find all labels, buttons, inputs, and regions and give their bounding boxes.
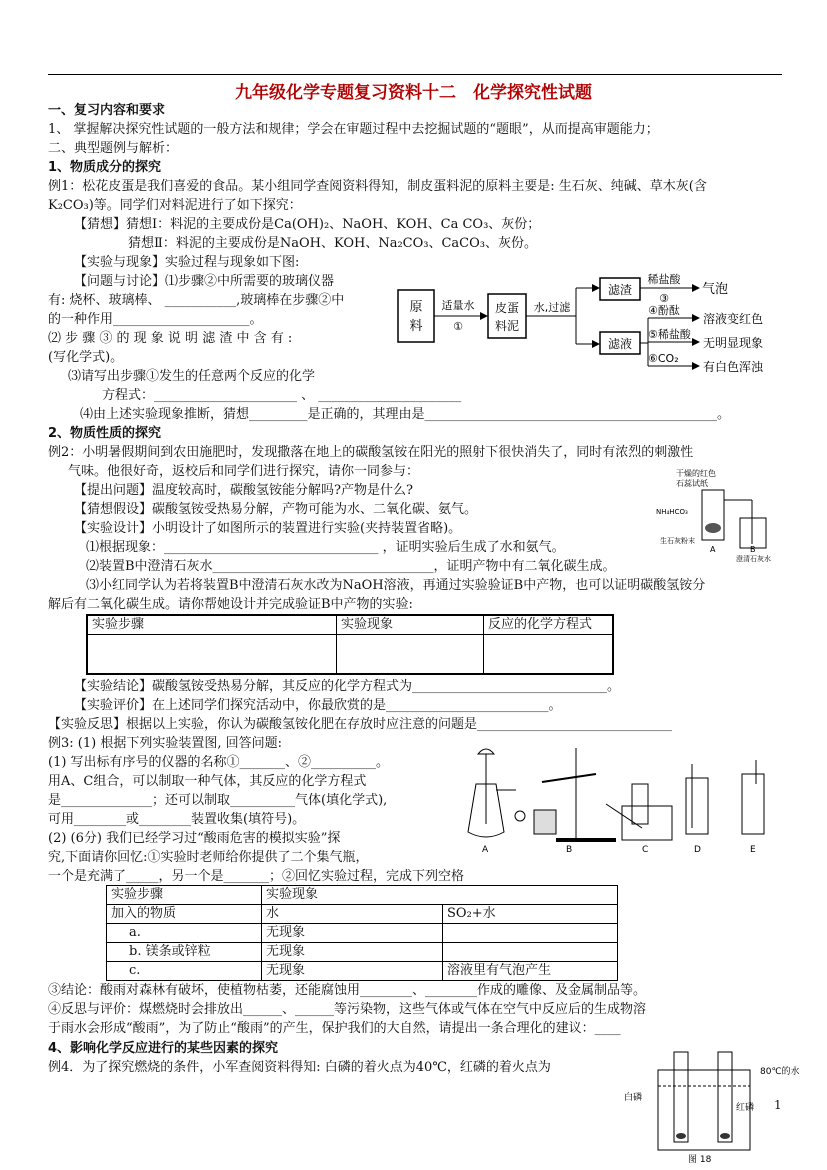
experiment-table-1	[86, 614, 614, 675]
example-3-g: 究,下面请你回忆:①实验时老师给你提供了二个集气瓶，	[48, 850, 369, 865]
example-3-e: 可用________或________装置收集(填符号)。	[48, 812, 306, 827]
white-p-sample	[676, 1133, 686, 1139]
example-1-m: ⑷由上述实验现象推断，猜想_________是正确的，其理由是_____________________________________________。	[80, 407, 731, 422]
label-c3: C	[642, 845, 649, 855]
example-3-d: 是______________；还可以制取__________气体(填化学式),	[48, 793, 388, 808]
apparatus-2	[652, 466, 782, 563]
example-1-e: 【实验与现象】实验过程与现象如下图:	[74, 255, 300, 270]
lime-label: 生石灰粉末	[660, 537, 695, 545]
example-1-g: 有: 烧杯、玻璃棒、 ___________,玻璃棒在步骤②中	[48, 293, 345, 308]
clear-water-label: 澄清石灰水	[736, 555, 771, 563]
example-1-j: (写化学式)。	[48, 350, 124, 365]
arrow-5-head	[692, 338, 700, 346]
t2-subheader-substance: 加入的物质	[107, 905, 262, 924]
raw-box	[398, 290, 434, 342]
step-4-label: ④酚酞	[648, 304, 680, 317]
figure-18	[622, 1044, 800, 1165]
litmus-label-1: 干燥的红色	[676, 469, 716, 478]
example-2-l: 【实验反思】根据以上实验，你认为碳酸氢铵化肥在存放时应注意的问题是______________________________	[48, 717, 673, 732]
tube-b	[740, 518, 766, 548]
bottle-d	[686, 778, 708, 834]
t2-row-c-so2: 溶液里有气泡产生	[443, 962, 618, 981]
heading-1: 1、物质成分的探究	[48, 160, 162, 175]
filter-label: 水,过滤	[533, 301, 571, 314]
flow-diagram	[392, 270, 784, 378]
trough-c	[622, 806, 672, 840]
heading-4: 4、影响化学反应进行的某些因素的探究	[48, 1041, 279, 1056]
example-2-f: ⑴根据现象：_________________________________ ，证明实验后生成了水和氨气。	[86, 540, 565, 555]
branch-bottom-head	[592, 340, 600, 348]
red-p-sample	[720, 1133, 730, 1139]
example-1-d: 猜想Ⅱ：料泥的主要成份是NaOH、KOH、Na₂CO₃、CaCO₃、灰份。	[128, 236, 537, 251]
residue-label: 滤渣	[607, 283, 633, 297]
white-result: 有白色浑浊	[703, 360, 764, 374]
t2-header-step: 实验步骤	[107, 886, 262, 905]
heading-2: 2、物质性质的探究	[48, 426, 162, 441]
t2-row-c-substance: c.	[107, 962, 262, 981]
apparatus-3	[456, 744, 782, 860]
stand-base	[556, 838, 616, 842]
label-b3: B	[566, 845, 573, 855]
t2-row-b-water: 无现象	[262, 943, 443, 962]
example-1-f: 【问题与讨论】⑴步骤②中所需要的玻璃仪器	[74, 274, 335, 289]
step-3-label: ③	[659, 292, 669, 305]
t1-header-step: 实验步骤	[87, 615, 337, 635]
line-1: 1、 掌握解决探究性试题的一般方法和规律；学会在审题过程中去挖掘试题的“题眼”，从而提高审题能力；	[48, 122, 659, 137]
t1-cell-phenomenon[interactable]	[337, 635, 484, 675]
arrow-6-head	[692, 362, 700, 370]
example-3-h: 一个是充满了_____，另一个是_______；②回忆实验过程，完成下列空格	[48, 869, 465, 884]
example-3-c: 用A、C组合，可以制取一种气体，其反应的化学方程式	[48, 774, 367, 789]
bottle-e	[742, 774, 764, 834]
t1-cell-step[interactable]	[87, 635, 337, 675]
step-6-label: ⑥CO₂	[648, 352, 679, 365]
arrow-3-head	[692, 284, 700, 292]
page-title: 九年级化学专题复习资料十二 化学探究性试题	[235, 83, 592, 103]
step-1-label: ①	[453, 320, 463, 333]
example-2-j: 【实验结论】碳酸氢铵受热易分解，其反应的化学方程式为______________________________。	[74, 679, 621, 694]
t2-row-b-substance: b. 镁条或锌粒	[107, 943, 262, 962]
example-2-a: 例2：小明暑假期间到农田施肥时，发现撒落在地上的碳酸氢铵在阳光的照射下很快消失了，同时有浓烈的刺激性	[48, 445, 694, 460]
label-b: B	[750, 545, 756, 554]
experiment-table-2	[106, 885, 618, 981]
arrow-4-head	[692, 314, 700, 322]
t2-subheader-water: 水	[262, 905, 443, 924]
example-2-d: 【猜想假设】碳酸氢铵受热易分解，产物可能为水、二氧化碳、氨气。	[74, 502, 478, 517]
page-number: 1	[774, 1098, 782, 1112]
section-review: 一、复习内容和要求	[48, 103, 166, 118]
raw-label-2: 料	[409, 319, 423, 334]
filtrate-label: 滤液	[607, 337, 633, 351]
litmus-label-2: 石蕊试纸	[676, 479, 708, 488]
paste-label-1: 皮蛋	[494, 301, 520, 315]
example-1-c: 【猜想】猜想Ⅰ：料泥的主要成份是Ca(OH)₂、NaOH、KOH、Ca CO₃、灰份；	[74, 217, 541, 232]
example-3-f: (2) (6分) 我们已经学习过“酸雨危害的模拟实验”探	[48, 831, 341, 846]
example-2-i: 解后有二氧化碳生成。请你帮她设计并完成验证B中产物的实验:	[48, 597, 413, 612]
t2-header-phenomenon: 实验现象	[262, 886, 618, 905]
example-2-k: 【实验评价】在上述同学们探究活动中，你最欣赏的是_________________________。	[74, 698, 562, 713]
example-3-a: 例3: (1) 根据下列实验装置图, 回答问题:	[48, 736, 282, 751]
paste-label-2: 料泥	[494, 319, 520, 333]
marker-2	[515, 811, 525, 821]
none-result: 无明显现象	[703, 336, 764, 350]
arrow-1-head	[480, 312, 488, 320]
line-2: 二、典型题例与解析：	[48, 141, 179, 156]
t2-subheader-so2: SO₂+水	[443, 905, 618, 924]
top-rule	[48, 74, 782, 75]
t1-header-equation: 反应的化学方程式	[484, 615, 614, 635]
t2-row-b-so2[interactable]	[443, 943, 618, 962]
hcl-label: 稀盐酸	[647, 273, 681, 286]
label-d3: D	[694, 845, 701, 855]
red-p-label: 红磷	[736, 1103, 755, 1113]
red-result: 溶液变红色	[703, 312, 764, 326]
bottle-c	[632, 784, 648, 824]
t2-row-a-water: 无现象	[262, 924, 443, 943]
example-2-h: ⑶小红同学认为若将装置B中澄清石灰水改为NaOH溶液，再通过实验验证B中产物，也可以证明碳酸氢铵分	[86, 578, 706, 593]
gas-label: 气泡	[702, 282, 729, 297]
example-2-e: 【实验设计】小明设计了如图所示的装置进行实验(夹持装置省略)。	[74, 521, 462, 536]
figure-caption: 图 18	[688, 1155, 712, 1165]
nh4hco3-label: NH₄HCO₃	[656, 508, 688, 516]
white-p-label: 白磷	[624, 1093, 643, 1103]
example-3-i: ③结论：酸雨对森林有破坏，使植物枯萎，还能腐蚀用________、________作成的雕像、及金属制品等。	[48, 983, 647, 998]
example-2-g: ⑵装置B中澄清石灰水__________________________________，证明产物中有二氧化碳生成。	[86, 559, 616, 574]
t2-row-a-so2[interactable]	[443, 924, 618, 943]
solid-sample	[705, 523, 721, 533]
water-label-18: 80℃的水	[760, 1067, 800, 1077]
label-e3: E	[750, 845, 756, 855]
branch-top-head	[592, 284, 600, 292]
example-1-i: ⑵ 步 骤 ③ 的 现 象 说 明 滤 渣 中 含 有 :	[48, 331, 293, 346]
example-1-l: 方程式：______________________ 、 ______________________	[102, 388, 462, 403]
lamp-b	[534, 810, 556, 834]
example-2-c: 【提出问题】温度较高时，碳酸氢铵能分解吗?产物是什么?	[74, 483, 413, 498]
example-3-j: ④反思与评价：煤燃烧时会排放出______、______等污染物，这些气体或气体在空气中反应后的生成物溶	[48, 1002, 647, 1017]
t1-header-phenomenon: 实验现象	[337, 615, 484, 635]
example-3-b: (1) 写出标有序号的仪器的名称①_______、②__________。	[48, 755, 390, 770]
example-2-b: 气味。他很好奇，返校后和同学们进行探究，请你一同参与：	[68, 464, 420, 479]
step-5-label: ⑤稀盐酸	[648, 328, 691, 341]
raw-label-1: 原	[409, 300, 423, 315]
funnel-top	[478, 749, 494, 754]
example-1-k: ⑶请写出步骤①发生的任意两个反应的化学	[68, 369, 316, 384]
tube-left	[674, 1052, 688, 1142]
t2-row-a-substance: a.	[107, 924, 262, 943]
example-4-a: 例4．为了探究燃烧的条件，小军查阅资料得知: 白磷的着火点为40℃，红磷的着火点为	[48, 1060, 551, 1075]
test-tube-b	[542, 774, 596, 782]
example-3-k: 于雨水会形成“酸雨”，为了防止“酸雨”的产生，保护我们的大自然，请提出一条合理化的建议：____	[48, 1021, 621, 1036]
water-label: 适量水	[441, 299, 475, 312]
label-a: A	[710, 545, 716, 554]
label-a3: A	[482, 845, 489, 855]
t1-cell-equation[interactable]	[484, 635, 614, 675]
example-1-b: K₂CO₃)等。同学们对料泥进行了如下探究：	[48, 198, 302, 213]
example-1-a: 例1：松花皮蛋是我们喜爱的食品。某小组同学查阅资料得知，制皮蛋料泥的原料主要是: 生石灰、纯碱、草木灰(含	[48, 179, 707, 194]
example-1-h: 的一种作用_____________________。	[48, 312, 263, 327]
tube-right	[718, 1052, 732, 1142]
tube-c	[606, 804, 642, 828]
t2-row-c-water: 无现象	[262, 962, 443, 981]
